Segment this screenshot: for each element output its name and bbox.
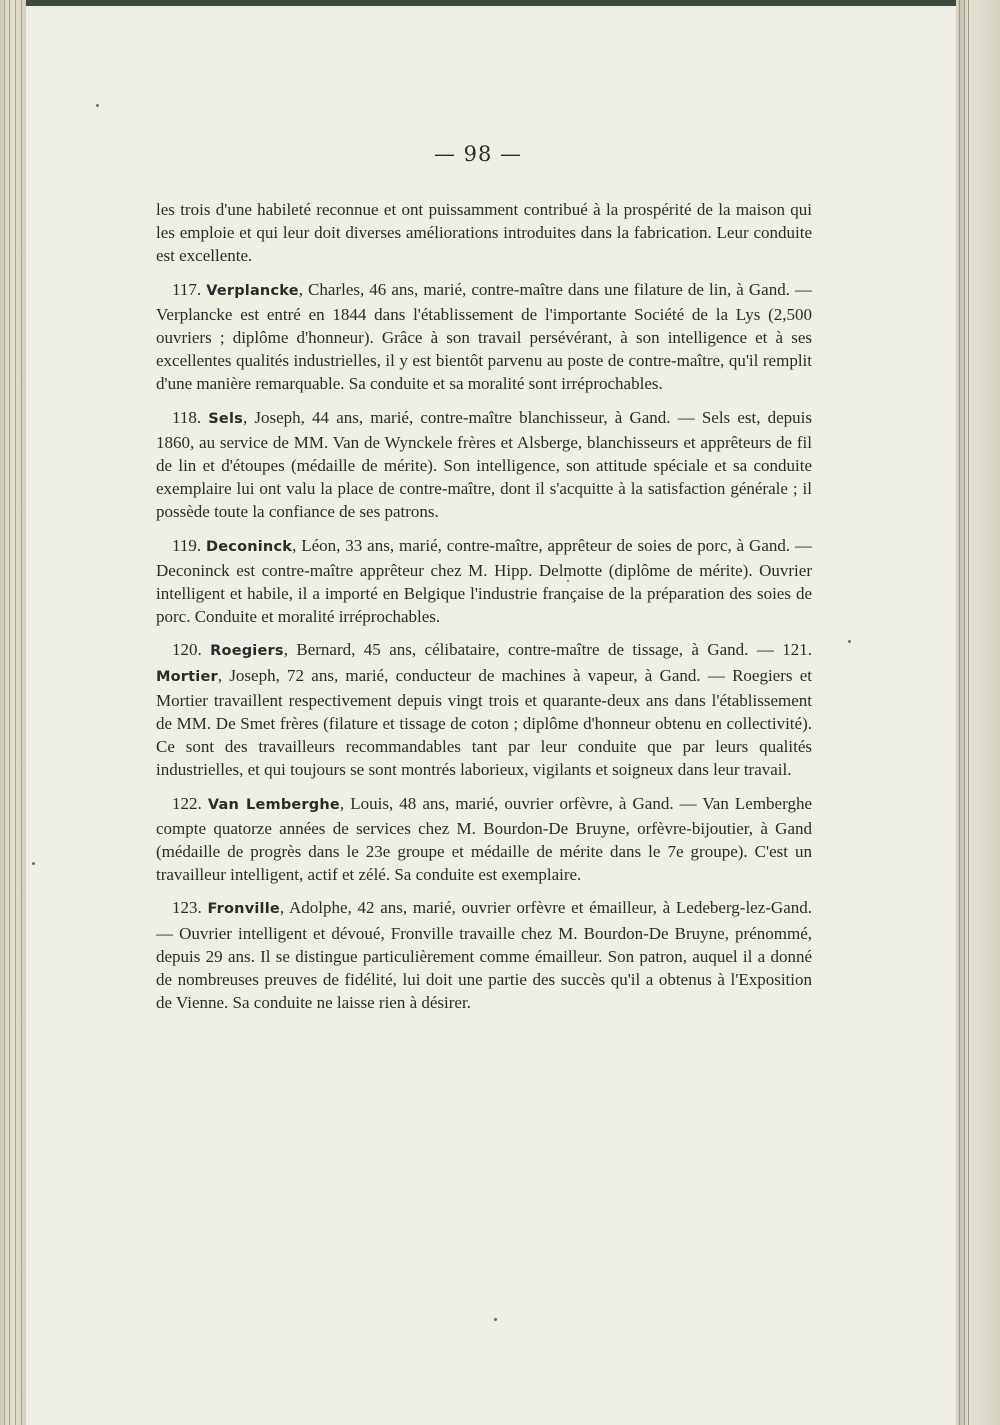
entry-text: , Bernard, 45 ans, célibataire, contre-maître de tissage, à Gand. [283, 640, 749, 660]
entry-number: 122. [172, 793, 202, 813]
entry-number-second: — 121. [756, 640, 813, 660]
book-edge-right [956, 0, 1000, 1425]
entry-122 [156, 792, 812, 887]
entry-119 [156, 534, 812, 629]
entry-name: Deconinck [206, 538, 293, 555]
intro-paragraph: les trois d'une habileté reconnue et ont puissamment contribué à la prospérité de la maison qui les emploie et qui leur doit diverses améliorations introduites dans la fabrication. Leur conduite est excellente. [156, 200, 812, 266]
entry-name: Sels [208, 410, 243, 427]
body-text [156, 198, 812, 1025]
entry-text: , Adolphe, 42 ans, marié, ouvrier orfèvre et émailleur, à Ledeberg-lez-Gand. — Ouvrier intelligent et dévoué, Fronville travaille chez M. Bourdon-De Bruyne, prénommé, depuis 29 ans. Il se distingue particulièrement comme émailleur. Son patron, auquel il a donné de nombreuses preuves de fidélité, lui doit une partie des succès qu'il a obtenus à l'Exposition de Vienne. Sa conduite ne laisse rien à désirer. [156, 898, 812, 1013]
entry-number: 120. [172, 640, 202, 660]
entry-name: Verplancke [206, 282, 299, 299]
entry-120-121 [156, 638, 812, 781]
entry-name-second: Mortier [156, 668, 218, 685]
paper-speck [96, 104, 99, 107]
entry-number: 118. [172, 407, 202, 427]
entry-118 [156, 406, 812, 524]
entry-number: 117. [172, 279, 202, 299]
entry-number: 119. [172, 535, 202, 555]
book-gutter-left [0, 0, 26, 1425]
entry-name: Van Lemberghe [207, 796, 340, 813]
entry-name: Fronville [207, 901, 280, 918]
entry-text: , Louis, 48 ans, marié, ouvrier orfèvre, à Gand. — Van Lemberghe compte quatorze années de services chez M. Bourdon-De Bruyne, orfèvre-bijoutier, à Gand (médaille de progrès dans le 23e groupe et médaille de mérite dans le 7e groupe). C'est un travailleur intelligent, actif et zélé. Sa conduite est exemplaire. [156, 793, 813, 885]
entry-117 [156, 278, 812, 396]
entry-text: , Charles, 46 ans, marié, contre-maître dans une filature de lin, à Gand. — Verplancke est entré en 1844 dans l'établissement de l'importante Société de la Lys (2,500 ouvriers ; diplôme d'honneur). Grâce à son travail persévérant, à son intelligence et à ses excellentes qualités industrielles, il y est bientôt parvenu au poste de contre-maître, qu'il remplit d'une manière remarquable. Sa conduite et sa moralité sont irréprochables. [156, 279, 812, 394]
entry-number: 123. [172, 898, 202, 918]
entry-123 [156, 896, 812, 1014]
paper-speck [32, 862, 35, 865]
paper-speck [494, 1318, 497, 1321]
entry-text-second: , Joseph, 72 ans, marié, conducteur de machines à vapeur, à Gand. — Roegiers et Mortier travaillent respectivement depuis vingt trois et quarante-deux ans dans l'établissement de MM. De Smet frères (filature et tissage de coton ; diplôme d'honneur obtenu en collectivité). Ce sont des travailleurs recommandables tant par leur conduite que par leurs qualités industrielles, et qui toujours se sont montrés laborieux, vigilants et soigneux dans leur travail. [156, 665, 812, 780]
page-number: — 98 — [433, 142, 523, 166]
paper-speck [848, 640, 851, 643]
entry-name: Roegiers [210, 643, 284, 660]
entry-text: , Joseph, 44 ans, marié, contre-maître blanchisseur, à Gand. — Sels est, depuis 1860, au service de MM. Van de Wynckele frères et Alsberge, blanchisseurs et apprêteurs de fil de lin et d'étoupes (médaille de mérite). Son intelligence, son attitude spéciale et sa conduite exemplaire lui ont valu la place de contre-maître, dont il s'acquitte à la satisfaction générale ; il possède toute la confiance de ses patrons. [156, 407, 812, 522]
paper-speck [567, 580, 569, 582]
entry-text: , Léon, 33 ans, marié, contre-maître, apprêteur de soies de porc, à Gand. — Deconinck est contre-maître apprêteur chez M. Hipp. Delmotte (diplôme de mérite). Ouvrier intelligent et habile, il a importé en Belgique l'industrie française de la préparation des soies de porc. Conduite et moralité irréprochables. [156, 535, 813, 627]
